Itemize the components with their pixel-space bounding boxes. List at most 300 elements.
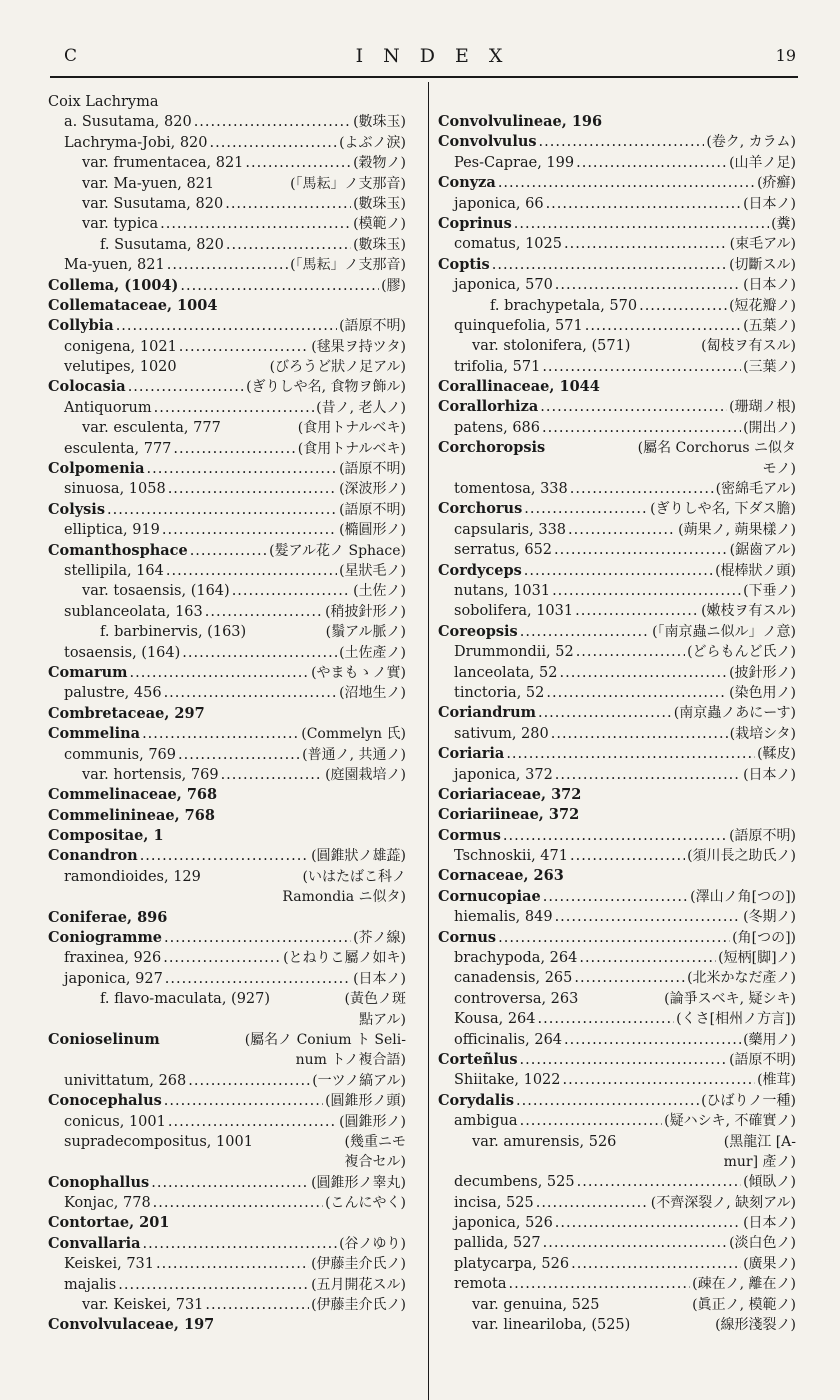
- entry-genus: Coriariaceae, 372: [438, 785, 582, 803]
- entry-name: nutans, 1031: [454, 582, 551, 599]
- index-entry: [48, 704, 406, 724]
- entry-name: Kousa, 264: [454, 1011, 536, 1028]
- index-entry-continuation: [48, 1050, 406, 1070]
- entry-name: velutipes, 1020: [64, 359, 177, 376]
- leader-dots: [164, 1091, 323, 1111]
- entry-gloss: (いはたばこ科ノ: [302, 868, 406, 885]
- leader-dots: [508, 1274, 690, 1294]
- index-entry: [438, 1070, 796, 1090]
- leader-dots: [226, 235, 351, 255]
- entry-name: Tschnoskii, 471: [454, 848, 568, 865]
- index-entry: [48, 1213, 406, 1233]
- leader-dots: [540, 397, 727, 417]
- entry-name: lanceolata, 52: [454, 664, 558, 681]
- entry-name: Konjac, 778: [64, 1195, 151, 1212]
- entry-name: sativum, 280: [454, 725, 549, 742]
- index-entry: [438, 1315, 796, 1335]
- index-entry: [48, 643, 406, 663]
- index-entry: [48, 439, 406, 459]
- index-entry: [48, 1071, 406, 1091]
- leader-dots: [506, 744, 755, 764]
- leader-dots: [555, 765, 741, 785]
- leader-dots: [568, 520, 676, 540]
- index-entry: [438, 214, 796, 234]
- entry-name: capsularis, 338: [454, 521, 567, 538]
- entry-gloss: (ぎりしや名, 食物ヲ飾ル): [246, 379, 406, 396]
- entry-name: comatus, 1025: [454, 236, 562, 253]
- leader-dots: [574, 968, 685, 988]
- leader-dots: [503, 826, 727, 846]
- index-entry: [48, 214, 406, 234]
- leader-dots: [147, 459, 338, 479]
- entry-gloss: (短柄[脚]ノ): [718, 950, 796, 967]
- entry-genus: Cormus: [438, 826, 501, 844]
- entry-name: var. frumentacea, 821: [82, 155, 244, 172]
- leader-dots: [154, 398, 315, 418]
- entry-genus: Corallinaceae, 1044: [438, 378, 600, 396]
- leader-dots: [160, 214, 351, 234]
- entry-gloss: (模範ノ): [353, 216, 406, 233]
- entry-name: conicus, 1001: [64, 1113, 166, 1130]
- entry-gloss: (糞): [771, 215, 796, 232]
- index-entry: [48, 500, 406, 520]
- index-entry: [48, 663, 406, 683]
- index-entry: [48, 561, 406, 581]
- index-entry: [438, 234, 796, 254]
- index-entry: [48, 602, 406, 622]
- index-entry: [48, 765, 406, 785]
- index-entry: [48, 1112, 406, 1132]
- entry-name: japonica, 66: [454, 195, 544, 212]
- header-rule: [50, 76, 798, 78]
- index-entry: [48, 1091, 406, 1111]
- entry-gloss: (束毛アル): [729, 236, 796, 253]
- index-entry: [48, 235, 406, 255]
- entry-name: var. Keiskei, 731: [82, 1297, 204, 1314]
- entry-gloss: (芥ノ線): [353, 930, 406, 947]
- leader-dots: [165, 969, 351, 989]
- entry-gloss: (語原不明): [729, 827, 796, 844]
- entry-gloss: (圓錐狀ノ雄蕋): [311, 848, 406, 865]
- entry-gloss: (圓錐形ノ): [339, 1113, 406, 1130]
- index-entry: [438, 1111, 796, 1131]
- leader-dots: [194, 112, 351, 132]
- index-entry: [48, 377, 406, 397]
- entry-name: Coix Lachryma: [48, 94, 159, 110]
- index-entry: [438, 663, 796, 683]
- leader-dots: [571, 1254, 741, 1274]
- entry-name: majalis: [64, 1276, 117, 1293]
- leader-dots: [543, 887, 688, 907]
- entry-name: ramondioides, 129: [64, 868, 201, 885]
- leader-dots: [151, 1173, 309, 1193]
- entry-name: var. hortensis, 769: [82, 766, 219, 783]
- entry-gloss: (北米かなだ產ノ): [687, 970, 796, 987]
- index-entry: [48, 1173, 406, 1193]
- index-entry: [48, 1193, 406, 1213]
- index-entry: [48, 745, 406, 765]
- entry-name: patens, 686: [454, 419, 541, 436]
- index-entry: [438, 479, 796, 499]
- entry-gloss: (くさ[相州ノ方言]): [676, 1011, 796, 1028]
- leader-dots: [559, 663, 727, 683]
- entry-name: brachypoda, 264: [454, 950, 578, 967]
- index-entry-continuation: [48, 887, 406, 907]
- entry-name: univittatum, 268: [64, 1072, 187, 1089]
- index-entry: [48, 418, 406, 438]
- entry-gloss: (珊瑚ノ根): [729, 399, 796, 416]
- entry-genus: Coreopsis: [438, 622, 518, 640]
- index-entry: [48, 908, 406, 928]
- index-entry: [438, 581, 796, 601]
- leader-dots: [232, 581, 351, 601]
- entry-gloss: (やまもゝノ實): [311, 664, 406, 681]
- entry-name: sinuosa, 1058: [64, 481, 166, 498]
- entry-gloss: (角[つの]): [732, 929, 796, 946]
- index-entry: [438, 397, 796, 417]
- entry-name: var. stolonifera, (571): [472, 338, 631, 355]
- entry-gloss: (棍棒狀ノ頭): [715, 562, 796, 579]
- entry-gloss: (どらもんど氏ノ): [687, 644, 796, 661]
- index-entry: [438, 724, 796, 744]
- entry-name: Keiskei, 731: [64, 1256, 155, 1273]
- entry-genus: Conophallus: [48, 1173, 150, 1191]
- entry-gloss: num トノ複合語): [295, 1052, 406, 1069]
- index-entry-continuation: [48, 1010, 406, 1030]
- entry-gloss: (不齊深裂ノ, 缺刻アル): [650, 1194, 796, 1211]
- leader-dots: [555, 1213, 741, 1233]
- entry-name: remota: [454, 1276, 507, 1293]
- index-entry: [438, 1274, 796, 1294]
- entry-gloss: (日本ノ): [743, 277, 796, 294]
- entry-gloss: (下垂ノ): [743, 582, 796, 599]
- entry-gloss: (日本ノ): [743, 195, 796, 212]
- index-entry: [438, 1213, 796, 1233]
- entry-genus: Cornus: [438, 928, 497, 946]
- entry-gloss: (山羊ノ足): [729, 154, 796, 171]
- index-entry: [48, 989, 406, 1009]
- entry-genus: Coniferae, 896: [48, 908, 168, 926]
- leader-dots: [498, 928, 730, 948]
- entry-genus: Convolvulaceae, 197: [48, 1316, 215, 1334]
- index-entry: [48, 826, 406, 846]
- entry-genus: Colocasia: [48, 378, 126, 396]
- index-entry: [438, 1030, 796, 1050]
- leader-dots: [173, 439, 295, 459]
- leader-dots: [179, 337, 309, 357]
- index-entry: [438, 968, 796, 988]
- entry-genus: Collema, (1004): [48, 276, 179, 294]
- entry-gloss: モノ): [762, 460, 796, 477]
- index-entry: [48, 1132, 406, 1152]
- index-entry: [438, 846, 796, 866]
- entry-genus: Cordyceps: [438, 561, 522, 579]
- entry-gloss: (沼地生ノ): [339, 685, 406, 702]
- leader-dots: [579, 948, 716, 968]
- leader-dots: [156, 1254, 309, 1274]
- leader-dots: [245, 153, 351, 173]
- index-entry: [438, 907, 796, 927]
- entry-genus: Collemataceae, 1004: [48, 296, 218, 314]
- leader-dots: [163, 948, 281, 968]
- entry-gloss: (「南京蟲ニ似ル」ノ意): [652, 623, 796, 640]
- entry-gloss: (澤山ノ角[つの]): [690, 888, 796, 905]
- entry-genus: Contortae, 201: [48, 1214, 170, 1232]
- leader-dots: [221, 765, 324, 785]
- index-entry: [48, 1275, 406, 1295]
- index-entry: [48, 541, 406, 561]
- entry-genus: Corydalis: [438, 1091, 514, 1109]
- entry-gloss: (語原不明): [339, 501, 406, 518]
- leader-dots: [554, 540, 728, 560]
- entry-genus: Coptis: [438, 255, 490, 273]
- leader-dots: [116, 316, 337, 336]
- leader-dots: [180, 276, 379, 296]
- entry-name: supradecompositus, 1001: [64, 1133, 253, 1150]
- index-entry: [438, 826, 796, 846]
- index-entry: [438, 255, 796, 275]
- index-entry: [438, 887, 796, 907]
- entry-gloss: (毬果ヲ持ツタ): [311, 338, 406, 355]
- entry-gloss: (黑龍江 [A-: [723, 1133, 796, 1150]
- index-entry: [438, 275, 796, 295]
- entry-name: var. esculenta, 777: [82, 420, 221, 437]
- index-entry: [438, 948, 796, 968]
- entry-gloss: (ぎりしや名, 下ダス膽): [650, 501, 796, 518]
- leader-dots: [576, 153, 727, 173]
- index-entry: [438, 765, 796, 785]
- entry-gloss: (土佐產ノ): [339, 644, 406, 661]
- index-entry: [438, 1193, 796, 1213]
- index-entry: [438, 377, 796, 397]
- leader-dots: [167, 255, 288, 275]
- column-divider: [428, 82, 429, 1400]
- entry-name: var. Ma-yuen, 821: [82, 175, 215, 192]
- entry-gloss: (蒴果ノ, 蒴果樣ノ): [678, 521, 796, 538]
- entry-name: conigena, 1021: [64, 338, 177, 355]
- index-entry: [438, 1009, 796, 1029]
- entry-gloss: (數珠玉): [353, 195, 406, 212]
- leader-dots: [542, 418, 741, 438]
- left-column: [48, 92, 406, 1336]
- entry-gloss: (線形淺裂ノ): [715, 1317, 796, 1334]
- entry-name: tomentosa, 338: [454, 481, 568, 498]
- entry-genus: Corteñlus: [438, 1050, 518, 1068]
- entry-gloss: (庭園栽培ノ): [325, 766, 406, 783]
- entry-gloss: (幾重ニモ: [344, 1133, 406, 1150]
- entry-gloss: (圓錐形ノ睾丸): [311, 1174, 406, 1191]
- index-entry: [48, 153, 406, 173]
- entry-genus: Comanthosphace: [48, 541, 188, 559]
- index-entry: [48, 194, 406, 214]
- leader-dots: [546, 194, 741, 214]
- entry-gloss: (星狀毛ノ): [339, 562, 406, 579]
- entry-gloss: (論爭スベキ, 疑シキ): [664, 990, 796, 1007]
- entry-name: esculenta, 777: [64, 440, 172, 457]
- leader-dots: [520, 622, 650, 642]
- leader-dots: [118, 1275, 309, 1295]
- index-entry: [48, 296, 406, 316]
- index-entry: [438, 622, 796, 642]
- right-column: [438, 112, 796, 1335]
- entry-gloss: (南京蟲ノあにーす): [673, 705, 796, 722]
- entry-name: Drummondii, 52: [454, 644, 574, 661]
- entry-genus: Coriandrum: [438, 704, 536, 722]
- index-entry: [48, 948, 406, 968]
- entry-gloss: (疑ハシキ, 不確實ノ): [664, 1113, 796, 1130]
- index-entry: [438, 928, 796, 948]
- index-entry: [48, 928, 406, 948]
- index-entry: [438, 357, 796, 377]
- entry-genus: Collybia: [48, 317, 114, 335]
- entry-name: Lachryma-Jobi, 820: [64, 134, 208, 151]
- entry-gloss: (食用トナルベキ): [297, 420, 406, 437]
- entry-gloss: (「馬耘」ノ支那音): [290, 175, 406, 192]
- index-entry: [438, 785, 796, 805]
- entry-genus: Corallorhiza: [438, 398, 539, 416]
- leader-dots: [536, 1193, 649, 1213]
- entry-gloss: (椎茸): [757, 1072, 796, 1089]
- entry-genus: Convallaria: [48, 1234, 141, 1252]
- entry-name: var. tosaensis, (164): [82, 583, 230, 600]
- entry-name: var. Susutama, 820: [82, 195, 224, 212]
- entry-gloss: (膠): [381, 277, 406, 294]
- index-entry: [48, 479, 406, 499]
- index-entry: [48, 806, 406, 826]
- entry-genus: Compositae, 1: [48, 827, 164, 845]
- entry-gloss: (こんにやく): [325, 1195, 406, 1212]
- leader-dots: [564, 234, 728, 254]
- entry-name: sublanceolata, 163: [64, 603, 203, 620]
- index-entry: [48, 969, 406, 989]
- entry-name: ambigua: [454, 1113, 518, 1130]
- index-entry: [438, 866, 796, 886]
- leader-dots: [188, 1071, 310, 1091]
- entry-gloss: (土佐ノ): [353, 583, 406, 600]
- leader-dots: [552, 581, 741, 601]
- leader-dots: [107, 500, 337, 520]
- entry-gloss: (數珠玉): [353, 236, 406, 253]
- entry-name: officinalis, 264: [454, 1031, 563, 1048]
- index-entry: [48, 398, 406, 418]
- entry-name: var. typica: [82, 216, 159, 233]
- index-entry: [48, 1295, 406, 1315]
- index-entry: [48, 357, 406, 377]
- entry-genus: Coriaria: [438, 745, 505, 763]
- entry-gloss: (五月開花スル): [311, 1276, 406, 1293]
- leader-dots: [182, 643, 337, 663]
- index-entry: [48, 581, 406, 601]
- entry-gloss: (藥用ノ): [743, 1031, 796, 1048]
- index-entry: [48, 846, 406, 866]
- leader-dots: [564, 1030, 741, 1050]
- leader-dots: [205, 1295, 309, 1315]
- leader-dots: [538, 703, 672, 723]
- entry-gloss: (黃色ノ斑: [344, 991, 406, 1008]
- entry-gloss: (屬名ノ Conium ト Seli-: [244, 1031, 406, 1048]
- index-entry: [438, 296, 796, 316]
- index-entry: [438, 540, 796, 560]
- index-entry: [48, 1030, 406, 1050]
- entry-genus: Cornaceae, 263: [438, 867, 564, 885]
- entry-gloss: (五葉ノ): [743, 317, 796, 334]
- entry-gloss: (疎在ノ, 離在ノ): [692, 1276, 796, 1293]
- entry-genus: Colpomenia: [48, 460, 145, 478]
- leader-dots: [539, 132, 705, 152]
- index-entry: [438, 989, 796, 1009]
- entry-gloss: (匐枝ヲ有スル): [701, 338, 796, 355]
- leader-dots: [492, 255, 727, 275]
- index-entry: [438, 112, 796, 132]
- entry-gloss: (伊藤圭介氏ノ): [311, 1256, 406, 1273]
- leader-dots: [140, 846, 309, 866]
- entry-gloss: (ひばりノ一種): [701, 1092, 796, 1109]
- entry-gloss: (圓錐形ノ頭): [325, 1093, 406, 1110]
- leader-dots: [551, 724, 728, 744]
- entry-name: f. barbinervis, (163): [100, 624, 247, 641]
- entry-name: Antiquorum: [64, 399, 152, 416]
- entry-gloss: (屬名 Corchorus ニ似タ: [637, 440, 796, 457]
- entry-name: f. brachypetala, 570: [490, 297, 638, 314]
- leader-dots: [210, 133, 338, 153]
- page-number: 19: [775, 46, 796, 65]
- index-entry-continuation: [438, 459, 796, 479]
- entry-genus: Cornucopiae: [438, 887, 541, 905]
- entry-name: pallida, 527: [454, 1235, 541, 1252]
- leader-dots: [543, 1233, 727, 1253]
- index-entry: [48, 622, 406, 642]
- entry-name: japonica, 927: [64, 970, 163, 987]
- entry-name: a. Susutama, 820: [64, 114, 192, 131]
- entry-gloss: (鞣皮): [757, 746, 796, 763]
- page-header: [62, 44, 796, 72]
- entry-gloss: (語原不明): [729, 1051, 796, 1068]
- entry-gloss: (眞正ノ, 模範ノ): [692, 1296, 796, 1313]
- index-entry: [48, 459, 406, 479]
- index-entry: [438, 418, 796, 438]
- entry-name: platycarpa, 526: [454, 1255, 570, 1272]
- entry-genus: Convolvulus: [438, 133, 537, 151]
- entry-gloss: (「馬耘」ノ支那音): [290, 257, 406, 274]
- leader-dots: [498, 173, 755, 193]
- entry-gloss: (日本ノ): [743, 1215, 796, 1232]
- index-entry: [48, 133, 406, 153]
- index-entry: [438, 744, 796, 764]
- leader-dots: [555, 907, 742, 927]
- entry-gloss: (開出ノ): [743, 419, 796, 436]
- entry-genus: Commelinineae, 768: [48, 806, 215, 824]
- index-entry: [48, 174, 406, 194]
- leader-dots: [516, 1091, 699, 1111]
- leader-dots: [524, 499, 648, 519]
- index-entry: [438, 1233, 796, 1253]
- index-entry: [48, 724, 406, 744]
- leader-dots: [178, 745, 300, 765]
- entry-name: japonica, 526: [454, 1215, 553, 1232]
- entry-name: communis, 769: [64, 746, 176, 763]
- index-entry: [48, 276, 406, 296]
- page-title: INDEX: [355, 45, 523, 67]
- index-entry-continuation: [438, 1152, 796, 1172]
- index-entry: [48, 255, 406, 275]
- leader-dots: [164, 683, 337, 703]
- entry-gloss: (食用トナルベキ): [297, 440, 406, 457]
- entry-gloss: (染色用ノ): [729, 684, 796, 701]
- entry-genus: Conocephalus: [48, 1092, 162, 1110]
- entry-name: serratus, 652: [454, 542, 553, 559]
- index-entry: [48, 316, 406, 336]
- leader-dots: [570, 479, 714, 499]
